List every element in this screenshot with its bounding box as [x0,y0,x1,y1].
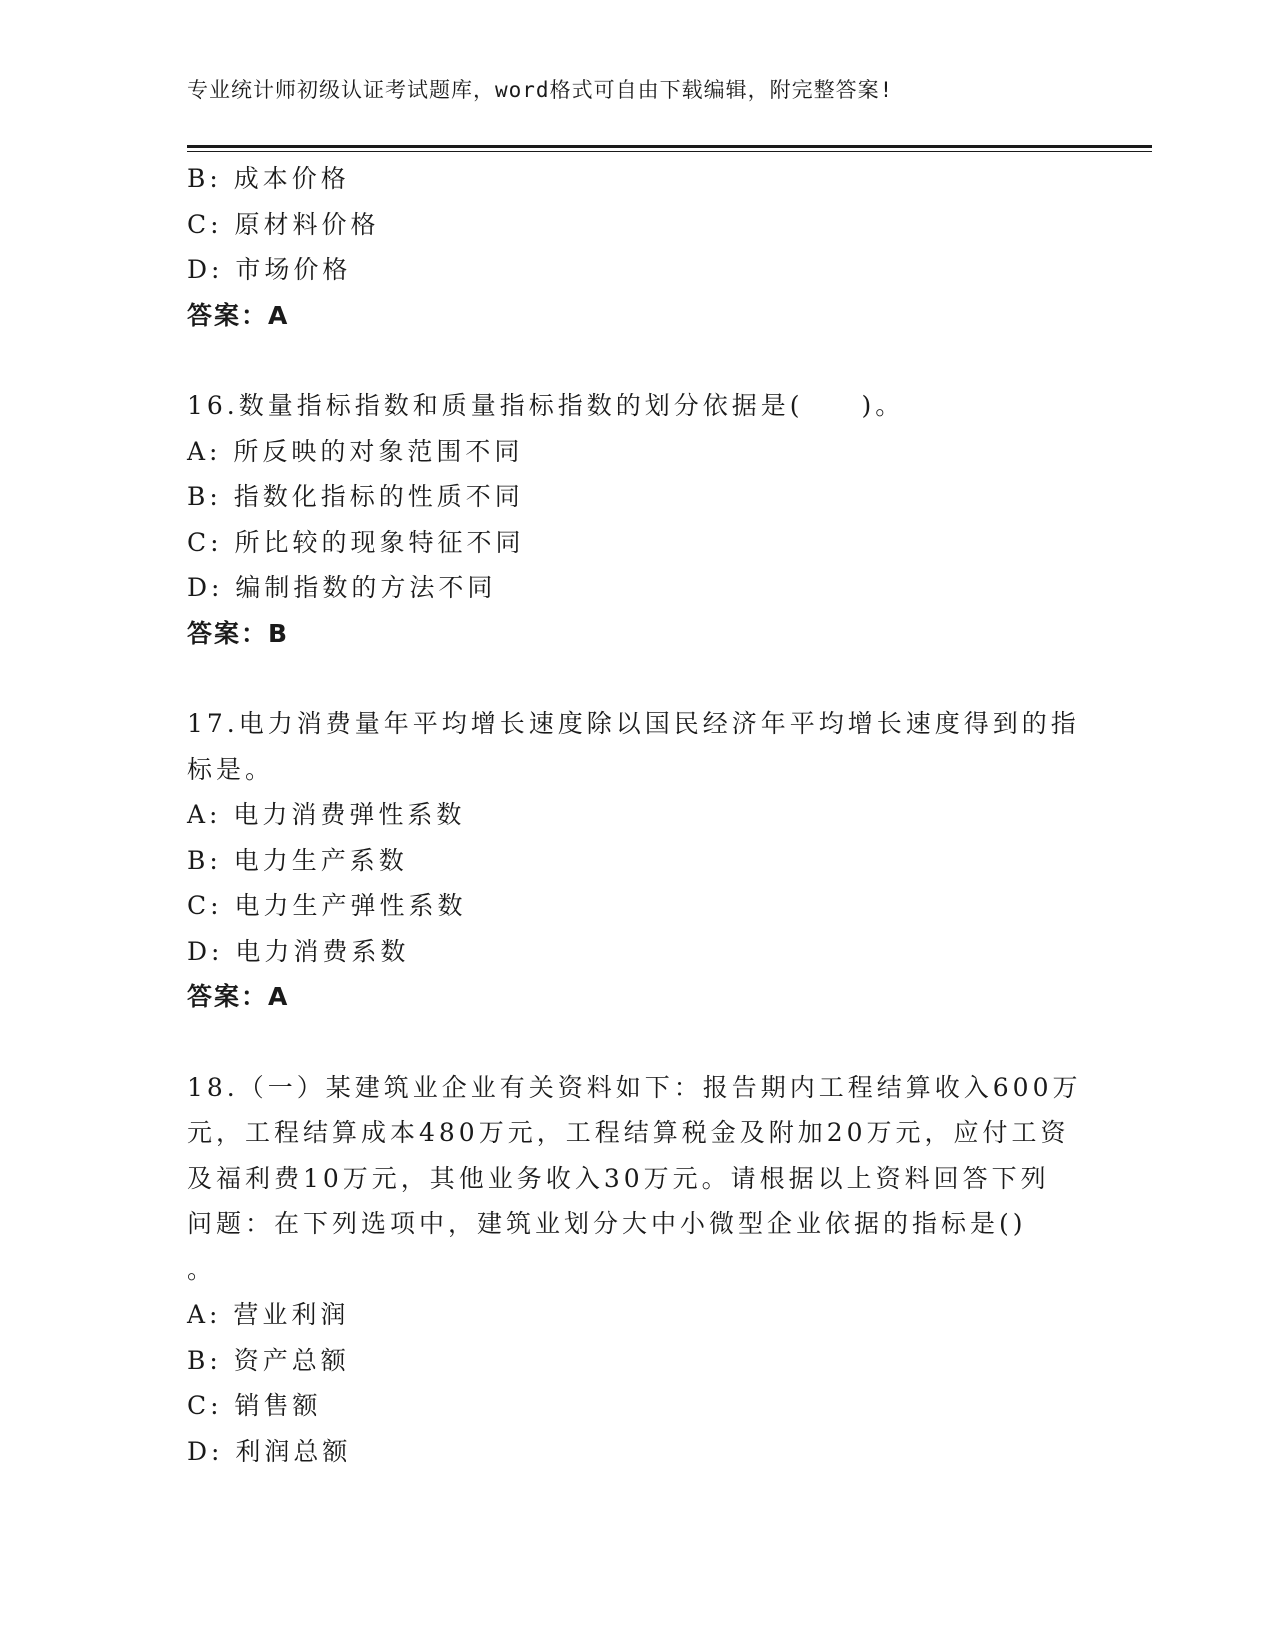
q17-stem-line1: 17.电力消费量年平均增长速度除以国民经济年平均增长速度得到的指 [187,709,1080,738]
q16-option-d: D: 编制指数的方法不同 [187,573,497,602]
q15-answer: 答案：A [187,300,290,330]
page-header-title: 专业统计师初级认证考试题库，word格式可自由下载编辑，附完整答案! [187,78,894,102]
q18-option-b: B: 资产总额 [187,1345,350,1375]
question-17 [187,701,1087,1020]
q16-option-a: A: 所反映的对象范围不同 [187,436,524,466]
question-15-options [187,156,1087,338]
header-rule-thick [187,145,1152,148]
q16-option-c: C: 所比较的现象特征不同 [187,527,525,557]
q18-stem-line1: 18.（一）某建筑业企业有关资料如下：报告期内工程结算收入600万 [187,1072,1082,1102]
q15-option-b: B: 成本价格 [187,164,350,193]
q15-option-c: C: 原材料价格 [187,209,380,239]
header-rule-thin [187,151,1152,152]
q16-answer: 答案：B [187,618,290,648]
q18-option-c: C: 销售额 [187,1391,322,1420]
spacer [187,338,1087,383]
q18-stem-line4: 问题：在下列选项中，建筑业划分大中小微型企业依据的指标是() [187,1209,1027,1238]
q17-option-a: A: 电力消费弹性系数 [187,800,466,829]
q15-option-d: D: 市场价格 [187,255,352,284]
q16-option-b: B: 指数化指标的性质不同 [187,482,524,511]
q17-stem-line2: 标是。 [187,754,275,784]
q18-option-a: A: 营业利润 [187,1300,350,1329]
q17-answer: 答案：A [187,982,290,1011]
question-16 [187,383,1087,656]
spacer [187,656,1087,701]
q16-stem: 16.数量指标指数和质量指标指数的划分依据是( )。 [187,391,905,420]
q18-stem-line3: 及福利费10万元，其他业务收入30万元。请根据以上资料回答下列 [187,1163,1050,1193]
q17-option-c: C: 电力生产弹性系数 [187,891,467,920]
q18-stem-line2: 元，工程结算成本480万元，工程结算税金及附加20万元，应付工资 [187,1118,1070,1147]
q18-option-d: D: 利润总额 [187,1436,352,1466]
spacer [187,1020,1087,1065]
q17-option-d: D: 电力消费系数 [187,936,410,966]
questions-content [187,156,1087,1474]
q18-stem-line5: 。 [187,1254,217,1284]
q17-option-b: B: 电力生产系数 [187,845,408,875]
question-18 [187,1065,1087,1475]
